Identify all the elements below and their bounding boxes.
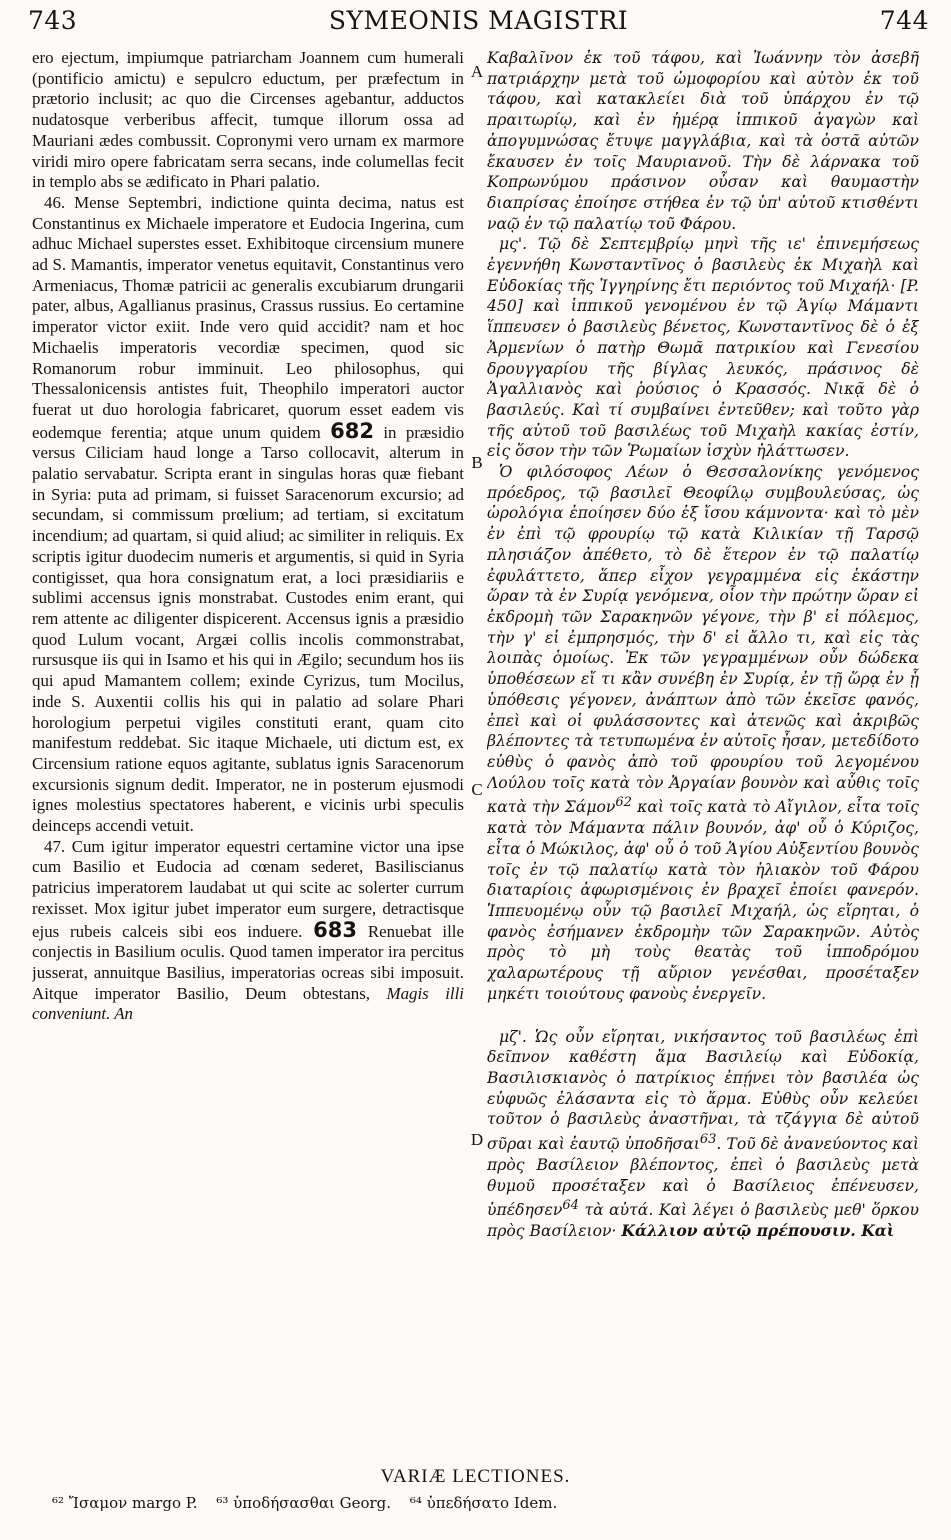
footnotes xyxy=(52,1494,571,1512)
latin-quote: Magis illi conveniunt. An xyxy=(32,983,464,1024)
latin-text: Renuebat ille conjectis in Basilium oculis. Quod tamen imperator ira percitus jusserat, annuitque Basilius, imperatorias ocreas sibi imposuit. Aitque imperator Basilio, Deum obtestans, xyxy=(32,921,464,1003)
margin-letter: A xyxy=(470,62,484,81)
greek-paragraph xyxy=(487,462,919,1004)
running-title: SYMEONIS MAGISTRI xyxy=(328,6,629,35)
greek-text: τὰ αὐτά. Καὶ λέγει ὁ βασιλεὺς μεθ' ὅρκου πρὸς Βασίλειον· xyxy=(487,1201,919,1241)
footnote: ⁶² Ἴσαμον margo P. xyxy=(52,1494,198,1512)
greek-text: καὶ τοῖς κατὰ τὸ Αἴγιλον, εἶτα τοῖς κατὰ τὸν Μάμαντα πάλιν βουνόν, ἀφ' οὗ ὁ Κύριζος, εἶτα ὁ Μώκιλος, ἀφ' οὗ ὁ τοῦ Ἁγίου Αὐξεντίου βουνὸς τοῖς ἐν τῷ παλατίῳ κατὰ τὸν ἡλιακὸν τοῦ Φάρου διαταρίοις ἀφωρισμένοις ἐν βραχεῖ ἐποίει φανερόν. Ἱππευομένῳ οὖν τῷ βασιλεῖ Μιχαήλ, ὡς εἴρηται, ὁ φανὸς ἐσήμανεν ἐκδρομὴν τῶν Σαρακηνῶν. Αὐτὸς πρὸς τὸ μὴ τοὺς θεατὰς τοῦ ἱπποδρόμου χαλαρωτέρους τῇ αὔριον γενέσθαι, προσέταξεν μηκέτι τοιούτους φανοὺς ἐνεργεῖν. xyxy=(487,798,919,1003)
footnote: ⁶³ ὑποδήσασθαι Georg. xyxy=(216,1494,392,1512)
latin-paragraph: ero ejectum, impiumque patriarcham Joannem cum humerali (pontificio amictu) e sepulcro eductum, per præfectum in prætorio inclusit; ac quo die Circenses agebantur, adductos nudatosque verberibus affecit, tumque illorum ossa ad Mauriani ædes combussit. Copronymi vero urnam ex marmore viridi miro opere fabricatam serra secans, inde columellas fecit in templo abs se ædificato in Phari palatio. xyxy=(32,48,464,192)
latin-text: 47. Cum igitur imperator equestri certamine victor una ipse cum Basilio et Eudocia ad cœnam sederet, Basiliscianus patricius imperatorem laudabat ut qui scite ac solerter currum rexisset. Mox igitur jubet imperator eum surgere, detractisque ejus rubeis calceis sibi eos induere. xyxy=(32,836,464,941)
page-number-right: 744 xyxy=(879,6,929,35)
latin-paragraph xyxy=(32,193,464,837)
page-marker: 682 xyxy=(330,418,374,443)
page-number-left: 743 xyxy=(28,6,78,35)
footnote-ref: 64 xyxy=(562,1198,579,1214)
footnote-ref: 63 xyxy=(699,1132,717,1148)
latin-column xyxy=(32,48,464,1448)
latin-paragraph xyxy=(32,837,464,1025)
paragraph-gap xyxy=(487,1005,919,1027)
greek-text: . Τοῦ δὲ ἀνανεύοντος καὶ πρὸς Βασίλειον βλέποντος, ἐπεὶ ὁ βασιλεὺς μετὰ θυμοῦ προσέταξεν καὶ ὁ Βασίλειος ἐπένευσεν, ὑπέδησεν xyxy=(487,1135,919,1220)
margin-letter: C xyxy=(471,780,483,799)
greek-quote: Κάλλιον αὐτῷ πρέπουσιν. Καὶ xyxy=(621,1221,895,1241)
page-header xyxy=(28,6,929,46)
footnote-ref: 62 xyxy=(615,795,632,811)
latin-text: in præsidio versus Ciliciam haud longe a Tarso collocavit, alterum in palatio servabatur. Scripta erant in singulas horas quæ fiebant in Syria: puta ad primam, si fuisset Saracenorum excursio; ad secundam, si commissum prœlium; ad tertiam, si excitatum incendium; ad quartam, si quid aliud; ac similiter in reliquis. Ex scriptis igitur duodecim numeris et argumentis, si quid in Syria contigisset, qua hora consignatum erat, a loci præsidiariis e sublimi accensus ignis monstrabat. Custodes enim erant, qui rem attente ac diligenter dispicerent. Accensus ignis a præsidio quod Lulum vocant, Argæi collis incolis commonstrabat, rursusque iis qui in Isamo et his qui in Ægilo; secundum hos iis qui apud Mamantem collem; exinde Cyrizus, tum Mocilus, inde S. Auxentii collis his qui in palatio ad solare Phari horologium perpetui vigiles constituti erant, quam cito manifestum reddebat. Sic itaque Michaele, uti dictum est, ex Circensium ratione equos agitante, sublatus ignis Saracenorum excursionis signum dedit. Imperator, ne in posterum ejusmodi ignes molestius spectatores haberent, e vicinis urbi speculis deinceps accendi vetuit. xyxy=(32,422,464,836)
greek-text: Ὁ φιλόσοφος Λέων ὁ Θεσσαλονίκης γενόμενος πρόεδρος, τῷ βασιλεῖ Θεοφίλῳ συμβουλεύσας, ὡς ὡρολόγια ἐποίησεν δύο ἐξ ἴσου κάμνοντα· καὶ τὸ μὲν ἐν ἐπὶ τῷ φρουρίῳ τῷ κατὰ Κιλικίαν τῇ Ταρσῷ πλησιάζον ἀπέθετο, τὸ δὲ ἕτερον ἐν τῷ παλατίῳ ἐφυλάττετο, ἅπερ εἶχον γεγραμμένα εἰς ἑκάστην ὥραν τὰ ἐν Συρίᾳ γενόμενα, οἷον τὴν πρώτην ὥραν εἰ ἐκδρομὴ τῶν Σαρακηνῶν γέγονε, τὴν β' εἰ πόλεμος, τὴν γ' εἰ ἐμπρησμός, τὴν δ' εἰ ἄλλο τι, καὶ εἰς τὰς λοιπὰς ὁμοίως. Ἐκ τῶν γεγραμμένων οὖν δώδεκα ὑποθέσεων εἴ τι κἂν συνέβη ἐν Συρίᾳ, ἐν τῇ ὥρᾳ ἐν ᾗ ὑπόθεσις γέγονεν, ἀνάπτων ἀπὸ τῶν ἐκεῖσε φανός, ἐπεὶ καὶ οἱ φυλάσσοντες καὶ ἀτενῶς καὶ ἀκριβῶς βλέποντες τὰ τετυπωμένα ἐν αὐτοῖς ἦσαν, μετεδίδοτο εὐθὺς ὁ φανὸς ἀπὸ τοῦ φρουρίου τοῦ λεγομένου Λούλου τοῖς κατὰ τὸν Ἀργαίαν βουνὸν καὶ αὖθις τοῖς κατὰ τὴν Σάμον xyxy=(487,463,919,817)
footnote: ⁶⁴ ὑπεδήσατο Idem. xyxy=(409,1494,558,1512)
latin-text: 46. Mense Septembri, indictione quinta decima, natus est Constantinus ex Michaele imperatore et Eudocia Ingerina, cum adhuc Michael superstes esset. Exhibitoque circensium munere ad S. Mamantis, imperator venetus equitavit, Constantinus vero Armeniacus, Thomæ patricii ac generalis excubiarum drungarii pater, albus, Agallianus prasinus, Crassus russius. Eo certamine imperator victor exiit. Inde vero quid accidit? nam et hoc Michaelis imperatoris vecordiæ specimen, quod sic Romanorum robur imminuit. Leo philosophus, qui Thessalonicensis antistes fuit, Theophilo imperatori auctor fuerat ut duo horologia fabricaret, quorum esset eadem vis eodemque ferentia; atque unum quidem xyxy=(32,192,464,442)
margin-letter: B xyxy=(471,453,483,472)
greek-paragraph: μς'. Τῷ δὲ Σεπτεμβρίῳ μηνὶ τῆς ιε' ἐπινεμήσεως ἐγεννήθη Κωνσταντῖνος ὁ βασιλεὺς ἐκ Μιχαὴλ καὶ Εὐδοκίας τῆς Ἰγγηρίνης ἔτι περιόντος τοῦ Μιχαήλ· [P. 450] καὶ ἱππικοῦ γενομένου ἐν τῷ Ἁγίῳ Μάμαντι ἵππευσεν ὁ βασιλεὺς βένετος, Κωνσταντῖνος δὲ ὁ ἐξ Ἀρμενίων ὁ πατὴρ Θωμᾶ πατρικίου καὶ Γενεσίου δρουγγαρίου τῆς βίγλας λευκός, πράσινος δὲ Ἀγαλλιανὸς καὶ ῥούσιος ὁ Κρασσός. Νικᾷ δὲ ὁ βασιλεύς. Καὶ τί συμβαίνει ἐντεῦθεν; καὶ τοῦτο γὰρ τῆς αὐτοῦ τοῦ βασιλέως τοῦ Μιχαὴλ κακίας ἐστίν, εἰς ὅσον τὴν τῶν Ῥωμαίων ἰσχὺν ἠλάττωσεν. xyxy=(487,235,919,461)
variae-lectiones-heading: VARIÆ LECTIONES. xyxy=(380,1466,571,1487)
greek-paragraph: Καβαλῖνον ἐκ τοῦ τάφου, καὶ Ἰωάννην τὸν ἀσεβῆ πατριάρχην μετὰ τοῦ ὠμοφορίου καὶ αὐτὸν ἐκ τοῦ τάφου, καὶ κατακλείει διὰ τοῦ ὑπάρχου ἐν τῷ πραιτωρίῳ, καὶ ἐν ἡμέρᾳ ἱππικοῦ ἀγαγὼν καὶ ἀπογυμνώσας ἔτυψε μαγγλάβια, καὶ τὰ ὀστᾶ αὐτῶν ἔκαυσεν ἐν τοῖς Μαυριανοῦ. Τὴν δὲ λάρνακα τοῦ Κοπρωνύμου πράσινον οὖσαν καὶ θαυμαστὴν διαπρίσας ἐποίησε στήθεα ἐν τῷ ὑπ' αὐτοῦ κτισθέντι ναῷ ἐν τῷ παλατίῳ τοῦ Φάρου. xyxy=(487,49,919,233)
greek-paragraph xyxy=(487,1027,919,1242)
greek-text: μζ'. Ὡς οὖν εἴρηται, νικήσαντος τοῦ βασιλέως ἐπὶ δεῖπνον καθέστη ἅμα Βασιλείῳ καὶ Εὐδοκίᾳ, Βασιλισκιανὸς ὁ πατρίκιος ἐπῄνει τὸν βασιλέα ὡς εὐφυῶς ἐλάσαντα εἰς τὸ ἅρμα. Εὐθὺς οὖν κελεύει τοῦτον ὁ βασιλεὺς ἀναστῆναι, τὰ τζάγγια δὲ αὐτοῦ σῦραι καὶ ἑαυτῷ ὑποδῆσαι xyxy=(487,1027,919,1154)
greek-column xyxy=(487,48,919,1448)
page-marker: 683 xyxy=(313,917,357,942)
margin-letter: D xyxy=(470,1130,484,1149)
